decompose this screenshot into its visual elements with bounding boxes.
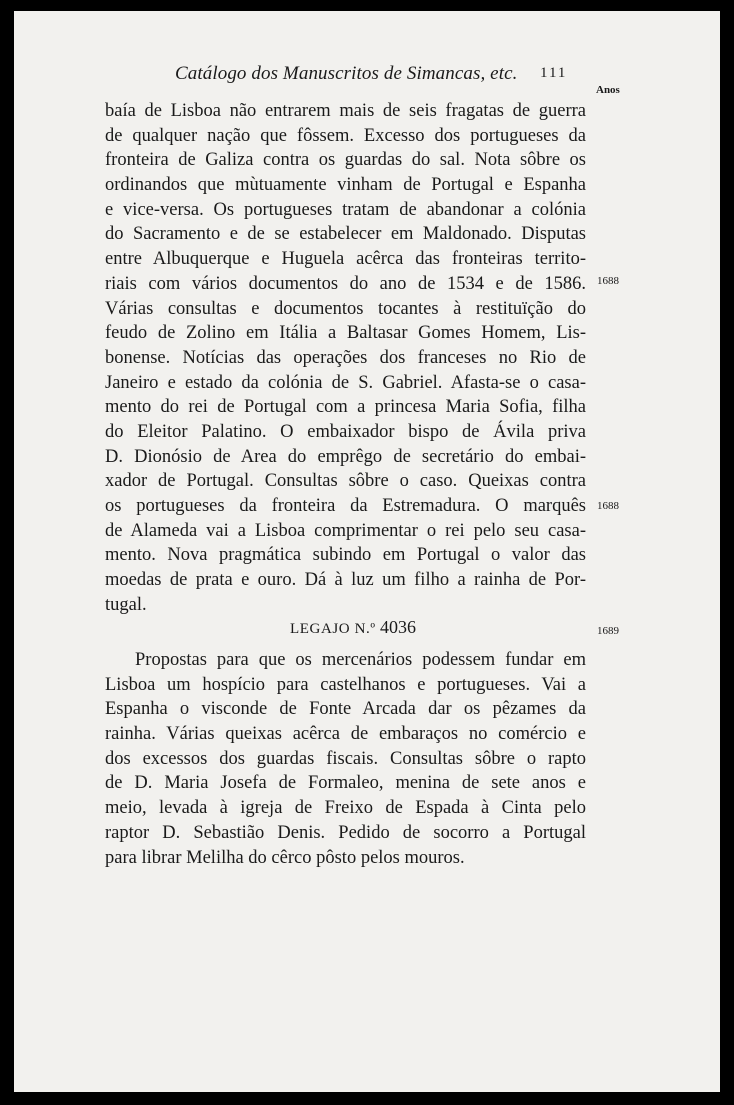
margin-year: 1689 — [597, 625, 619, 637]
text-line: mento do rei de Portugal com a princesa Maria Sofia, filha — [105, 397, 586, 418]
margin-year: 1688 — [597, 275, 619, 287]
margin-year: 1688 — [597, 500, 619, 512]
text-line: de D. Maria Josefa de Formaleo, menina de sete anos e — [105, 773, 586, 794]
text-line: de Alameda vai a Lisboa comprimentar o rei pelo seu casa- — [105, 520, 586, 541]
margin-years-label: Anos — [596, 84, 620, 96]
text-line: Espanha o visconde de Fonte Arcada dar os pêzames da — [105, 699, 586, 720]
text-line: entre Albuquerque e Huguela acêrca das fronteiras territo- — [105, 249, 586, 270]
text-line: Janeiro e estado da colónia de S. Gabriel. Afasta-se o casa- — [105, 372, 586, 393]
text-line: meio, levada à igreja de Freixo de Espada à Cinta pelo — [105, 798, 586, 819]
text-line: Várias consultas e documentos tocantes à restituïção do — [105, 298, 586, 319]
text-line: D. Dionósio de Area do emprêgo de secretário do embai- — [105, 446, 586, 467]
paragraph-1 — [105, 99, 586, 617]
paragraph-2 — [105, 648, 586, 870]
text-line: Lisboa um hospício para castelhanos e portugueses. Vai a — [105, 674, 586, 695]
section-heading — [14, 617, 692, 638]
section-heading-label: LEGAJO N.º — [289, 621, 376, 637]
text-line: baía de Lisboa não entrarem mais de seis fragatas de guerra — [105, 101, 586, 121]
text-line: do Sacramento e de se estabelecer em Maldonado. Disputas — [105, 224, 586, 245]
text-line: bonense. Notícias das operações dos franceses no Rio de — [105, 347, 586, 368]
text-line: do Eleitor Palatino. O embaixador bispo de Ávila priva — [105, 421, 586, 442]
running-title: Catálogo dos Manuscritos de Simancas, etc. — [175, 63, 518, 84]
text-line: dos excessos dos guardas fiscais. Consultas sôbre o rapto — [105, 748, 586, 769]
text-line: raptor D. Sebastião Denis. Pedido de socorro a Portugal — [105, 822, 586, 843]
text-line: riais com vários documentos do ano de 1534 e de 1586. — [105, 273, 586, 294]
text-line: e vice-versa. Os portugueses tratam de abandonar a colónia — [105, 199, 586, 220]
text-line: fronteira de Galiza contra os guardas do sal. Nota sôbre os — [105, 150, 586, 171]
text-line: rainha. Várias queixas acêrca de embaraços no comércio e — [105, 724, 586, 745]
text-line: ordinandos que mùtuamente vinham de Portugal e Espanha — [105, 175, 586, 196]
text-line: mento. Nova pragmática subindo em Portugal o valor das — [105, 545, 586, 566]
text-line: feudo de Zolino em Itália a Baltasar Gomes Homem, Lis- — [105, 323, 586, 344]
text-line: de qualquer nação que fôssem. Excesso dos portugueses da — [105, 125, 586, 146]
page-number: 111 — [540, 65, 568, 81]
text-line: moedas de prata e ouro. Dá à luz um filho a rainha de Por- — [105, 570, 586, 591]
text-line: para librar Melilha do cêrco pôsto pelos mouros. — [105, 847, 465, 868]
text-line: xador de Portugal. Consultas sôbre o caso. Queixas contra — [105, 471, 586, 492]
section-heading-number: 4036 — [380, 617, 416, 637]
text-line: tugal. — [105, 594, 147, 615]
text-line: os portugueses da fronteira da Estremadura. O marquês — [105, 496, 586, 516]
text-line: Propostas para que os mercenários podessem fundar em — [135, 650, 586, 670]
book-page — [14, 11, 720, 1092]
